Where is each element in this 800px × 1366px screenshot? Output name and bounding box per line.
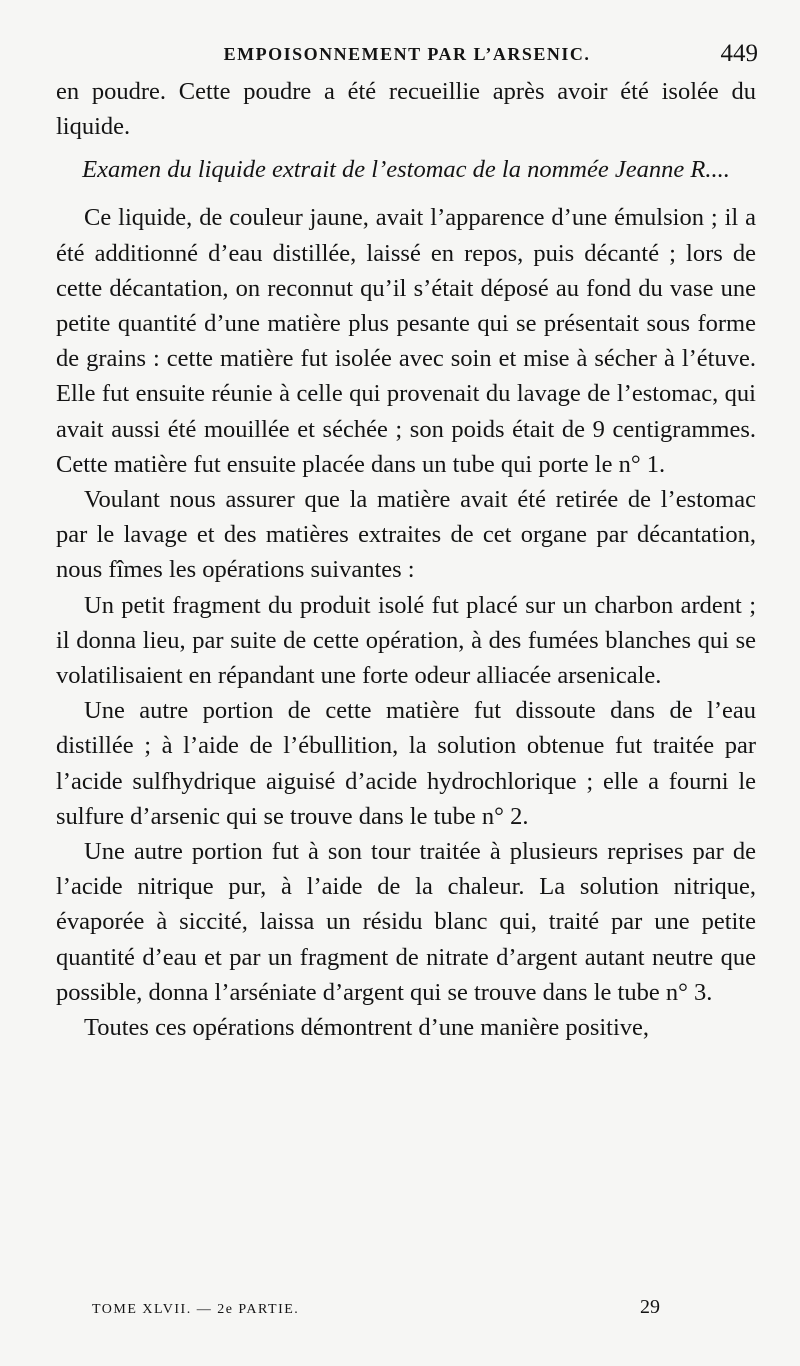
paragraph: Une autre portion fut à son tour traitée à plusieurs reprises par de l’acide nitrique pur, à l’aide de la chaleur. La solution nitrique, évaporée à siccité, laissa un résidu blanc qui, traité par une petite quantité d’eau et par un fragment de nitrate d’argent autant neutre que possible, donna l’arséniate d’argent qui se trouve dans le tube n° 3. bbox=[56, 838, 756, 1006]
folio-number: 29 bbox=[640, 1296, 660, 1318]
paragraph: Voulant nous assurer que la matière avait été retirée de l’estomac par le lavage et des matières extraites de cet organe par décantation, nous fîmes les opérations suivantes : bbox=[56, 486, 756, 584]
running-title: EMPOISONNEMENT PAR L’ARSENIC. bbox=[223, 44, 591, 64]
signature-mark: TOME XLVII. — 2e PARTIE. bbox=[92, 1302, 300, 1317]
page-number: 449 bbox=[720, 40, 758, 67]
paragraph: Toutes ces opérations démontrent d’une manière positive, bbox=[84, 1014, 650, 1042]
opening-paragraph: en poudre. Cette poudre a été recueillie après avoir été isolée du liquide. bbox=[56, 78, 756, 141]
paragraph: Ce liquide, de couleur jaune, avait l’apparence d’une émulsion ; il a été additionné d’eau distillée, laissé en repos, puis décanté ; lors de cette décantation, on reconnut qu’il s’était déposé au fond du vase une petite quantité d’une matière plus pesante qui se présentait sous forme de grains : cette matière fut isolée avec soin et mise à sécher à l’étuve. Elle fut ensuite réunie à celle qui provenait du lavage de l’estomac, qui avait aussi été mouillée et séchée ; son poids était de 9 centigrammes. Cette matière fut ensuite placée dans un tube qui porte le n° 1. bbox=[56, 204, 756, 478]
paragraph: Un petit fragment du produit isolé fut placé sur un charbon ardent ; il donna lieu, par suite de cette opération, à des fumées blanches qui se volatilisaient en répandant une forte odeur alliacée arsenicale. bbox=[56, 591, 756, 690]
running-head bbox=[56, 36, 758, 76]
page-footer bbox=[92, 1296, 660, 1326]
section-heading: Examen du liquide extrait de l’estomac de la nommée Jeanne R.... bbox=[82, 156, 730, 184]
body-text bbox=[56, 74, 756, 1045]
paragraph: Une autre portion de cette matière fut dissoute dans de l’eau distillée ; à l’aide de l’ébullition, la solution obtenue fut traitée par l’acide sulfhydrique aiguisé d’acide hydrochlorique ; elle a fourni le sulfure d’arsenic qui se trouve dans le tube n° 2. bbox=[56, 697, 756, 830]
